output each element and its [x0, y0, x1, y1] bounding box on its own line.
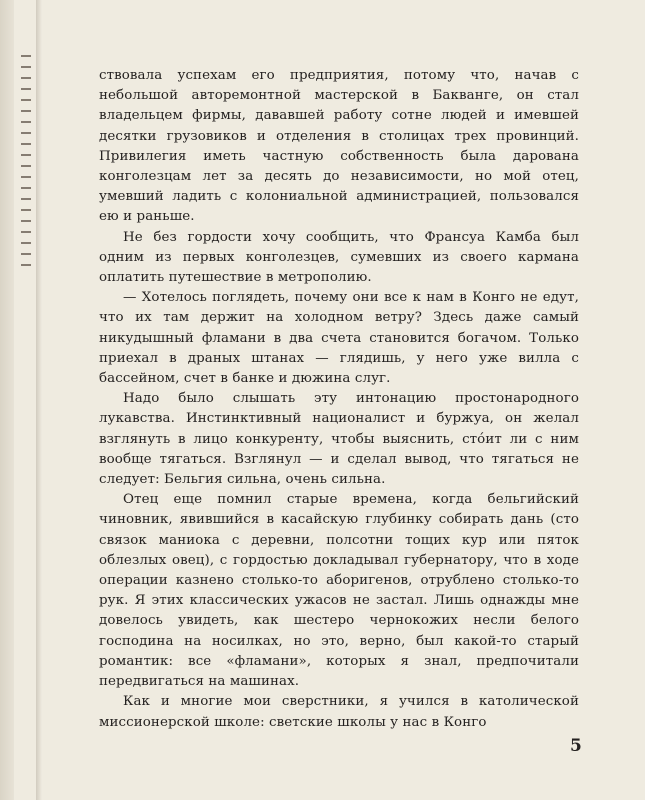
- body-text: [99, 66, 579, 733]
- paragraph-3: — Хотелось поглядеть, почему они все к нам в Конго не едут, что их там держит на холодном ветру? Здесь даже самый никудышный фламани в два счета становится богачом. Только приехал в драных штанах — глядишь, у него уже вилла с бассейном, счет в банке и дюжина слуг.: [99, 290, 579, 387]
- paragraph-5: Отец еще помнил старые времена, когда бельгийский чиновник, явившийся в касайскую глубинку собирать дань (сто связок маниока с деревни, полсотни тощих кур или пяток облезлых овец), с гордостью докладывал губернатору, что в ходе операции казнено столько-то аборигенов, отрублено столько-то рук. Я этих классических ужасов не застал. Лишь однажды мне довелось увидеть, как шестеро чернокожих несли белого господина на носилках, но это, верно, был какой-то старый романтик: все «фламани», которых я знал, предпочитали передвигаться на машинах.: [99, 492, 579, 690]
- gutter-shadow: [36, 0, 42, 800]
- gutter-marks: [20, 55, 34, 295]
- paragraph-4: Надо было слышать эту интонацию простонародного лукавства. Инстинктивный националист и буржуа, он желал взглянуть в лицо конкуренту, чтобы выяснить, стóит ли с ним вообще тягаться. Взглянул — и сделал вывод, что тягаться не следует: Бельгия сильна, очень сильна.: [99, 391, 579, 488]
- paragraph-6: Как и многие мои сверстники, я учился в католической миссионерской школе: светские школы у нас в Конго: [99, 694, 579, 730]
- paragraph-1: ствовала успехам его предприятия, потому что, начав с небольшой авторемонтной мастерской в Бакванге, он стал владельцем фирмы, дававшей работу сотне людей и имевшей десятки грузовиков и отделения в столицах трех провинций. Привилегия иметь частную собственность была дарована конголезцам лет за десять до независимости, но мой отец, умевший ладить с колониальной администрацией, пользовался ею и раньше.: [99, 68, 579, 225]
- paragraph-2: Не без гордости хочу сообщить, что Франсуа Камба был одним из первых конголезцев, сумевших из своего кармана оплатить путешествие в метрополию.: [99, 229, 579, 286]
- book-binding: [0, 0, 14, 800]
- page-number: 5: [570, 736, 582, 756]
